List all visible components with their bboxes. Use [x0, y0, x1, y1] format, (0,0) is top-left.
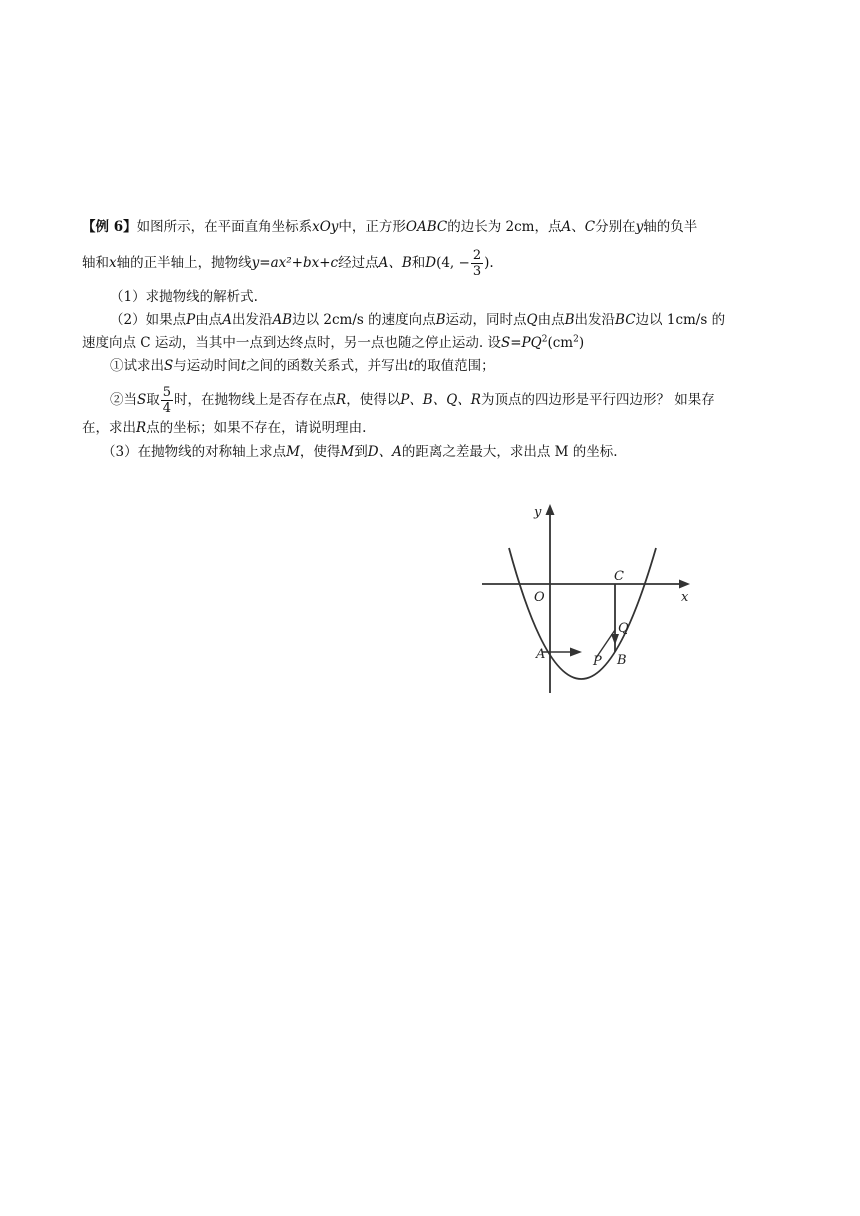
text: 边以 2cm/s 的速度向点: [292, 312, 436, 328]
point-m: M: [286, 444, 300, 460]
arrow-right-icon: [570, 648, 582, 657]
points-pbqr: P、B、Q、R: [400, 392, 481, 408]
text: 出发沿: [574, 312, 616, 328]
point-r: R: [336, 392, 347, 408]
denominator: 3: [472, 264, 482, 279]
d-coord-open: (4, −: [436, 255, 470, 271]
question-2-2-line-1: [110, 385, 835, 416]
numerator: 5: [162, 385, 172, 400]
text: ，使得: [299, 444, 341, 460]
text: 点的坐标；如果不存在，请说明理由.: [146, 420, 367, 436]
var-s: S: [137, 392, 147, 408]
text: 经过点: [338, 255, 379, 271]
text: 和: [411, 255, 426, 271]
point-a: A: [222, 312, 232, 328]
point-r: R: [136, 420, 147, 436]
unit-open: (cm: [547, 335, 574, 351]
question-2-line-1: [110, 310, 835, 330]
text: 轴的正半轴上，抛物线: [116, 255, 252, 271]
s-formula: S=PQ: [501, 335, 542, 351]
text: （1）求抛物线的解析式.: [110, 289, 258, 305]
text: 如图所示，在平面直角坐标系: [136, 219, 313, 235]
segment-bc: BC: [615, 312, 636, 328]
text: 的距离之差最大，求出点 M 的坐标.: [401, 444, 618, 460]
parabola-figure: [476, 500, 696, 700]
fraction-two-thirds: [471, 248, 483, 279]
text: （3）在抛物线的对称轴上求点: [102, 444, 287, 460]
text: 时，在抛物线上是否存在点: [174, 392, 337, 408]
y-axis-arrow-icon: [546, 504, 555, 515]
text: 的取值范围；: [413, 358, 495, 374]
segment-ab: AB: [272, 312, 293, 328]
text: ①试求出: [110, 358, 164, 374]
points-da: D、A: [367, 444, 402, 460]
axis-y: y: [635, 219, 644, 235]
point-d: D: [425, 255, 437, 271]
text: 出发沿: [231, 312, 273, 328]
text: （2）如果点: [110, 312, 187, 328]
numerator: 2: [472, 248, 482, 263]
label-q: Q: [618, 621, 629, 636]
text: 轴的负半: [643, 219, 698, 235]
sep: 、: [571, 219, 585, 235]
text: 中，正方形: [338, 219, 406, 235]
label-c: C: [614, 569, 624, 584]
fraction-five-quarters: [161, 385, 173, 416]
exponent: 2: [573, 334, 579, 345]
text: ，使得以: [346, 392, 401, 408]
point-b: B: [564, 312, 575, 328]
d-coord-close: ).: [484, 255, 494, 271]
x-axis-arrow-icon: [679, 580, 690, 589]
point-p: P: [186, 312, 196, 328]
point-m: M: [340, 444, 355, 460]
problem-line-2: [82, 248, 807, 279]
question-1: [110, 287, 835, 307]
text: ②当: [110, 392, 137, 408]
point-c: C: [584, 219, 596, 235]
text: 速度向点 C 运动，当其中一点到达终点时，另一点也随之停止运动. 设: [82, 335, 501, 351]
text: 边以 1cm/s 的: [635, 312, 726, 328]
unit-close: ): [578, 335, 585, 351]
problem-line-1: [82, 217, 807, 237]
var-s: S: [164, 358, 174, 374]
parabola-formula: y=ax²+bx+c: [251, 255, 339, 271]
question-2-1: [110, 356, 835, 376]
parabola-curve: [509, 548, 656, 679]
question-3: [102, 442, 827, 462]
text: 之间的函数关系式，并写出: [246, 358, 409, 374]
text: 在，求出: [82, 420, 136, 436]
axis-x: x: [109, 255, 117, 271]
points-ab: A、B: [378, 255, 412, 271]
question-2-line-2: [82, 333, 807, 353]
text: 为顶点的四边形是平行四边形？ 如果存: [480, 392, 715, 408]
text: 的边长为 2cm，点: [447, 219, 562, 235]
text: 分别在: [595, 219, 636, 235]
var-t: t: [408, 358, 414, 374]
denominator: 4: [162, 401, 172, 416]
square-name: OABC: [405, 219, 448, 235]
text: 取: [146, 392, 160, 408]
text: 与运动时间: [173, 358, 241, 374]
var-t: t: [240, 358, 247, 374]
label-a: A: [536, 647, 546, 662]
point-q: Q: [526, 312, 538, 328]
text: 由点: [195, 312, 223, 328]
exponent: 2: [541, 334, 548, 345]
label-b: B: [617, 653, 627, 668]
text: 到: [354, 444, 368, 460]
text: 运动，同时点: [445, 312, 527, 328]
example-label: 【例 6】: [82, 219, 137, 235]
label-o: O: [534, 590, 545, 605]
label-x: x: [681, 590, 689, 605]
coord-system: xOy: [312, 219, 339, 235]
text: 轴和: [82, 255, 109, 271]
text: 由点: [537, 312, 565, 328]
point-a: A: [561, 219, 572, 235]
label-p: P: [593, 654, 602, 669]
question-2-2-line-2: [82, 418, 807, 438]
label-y: y: [534, 505, 542, 520]
point-b: B: [435, 312, 446, 328]
